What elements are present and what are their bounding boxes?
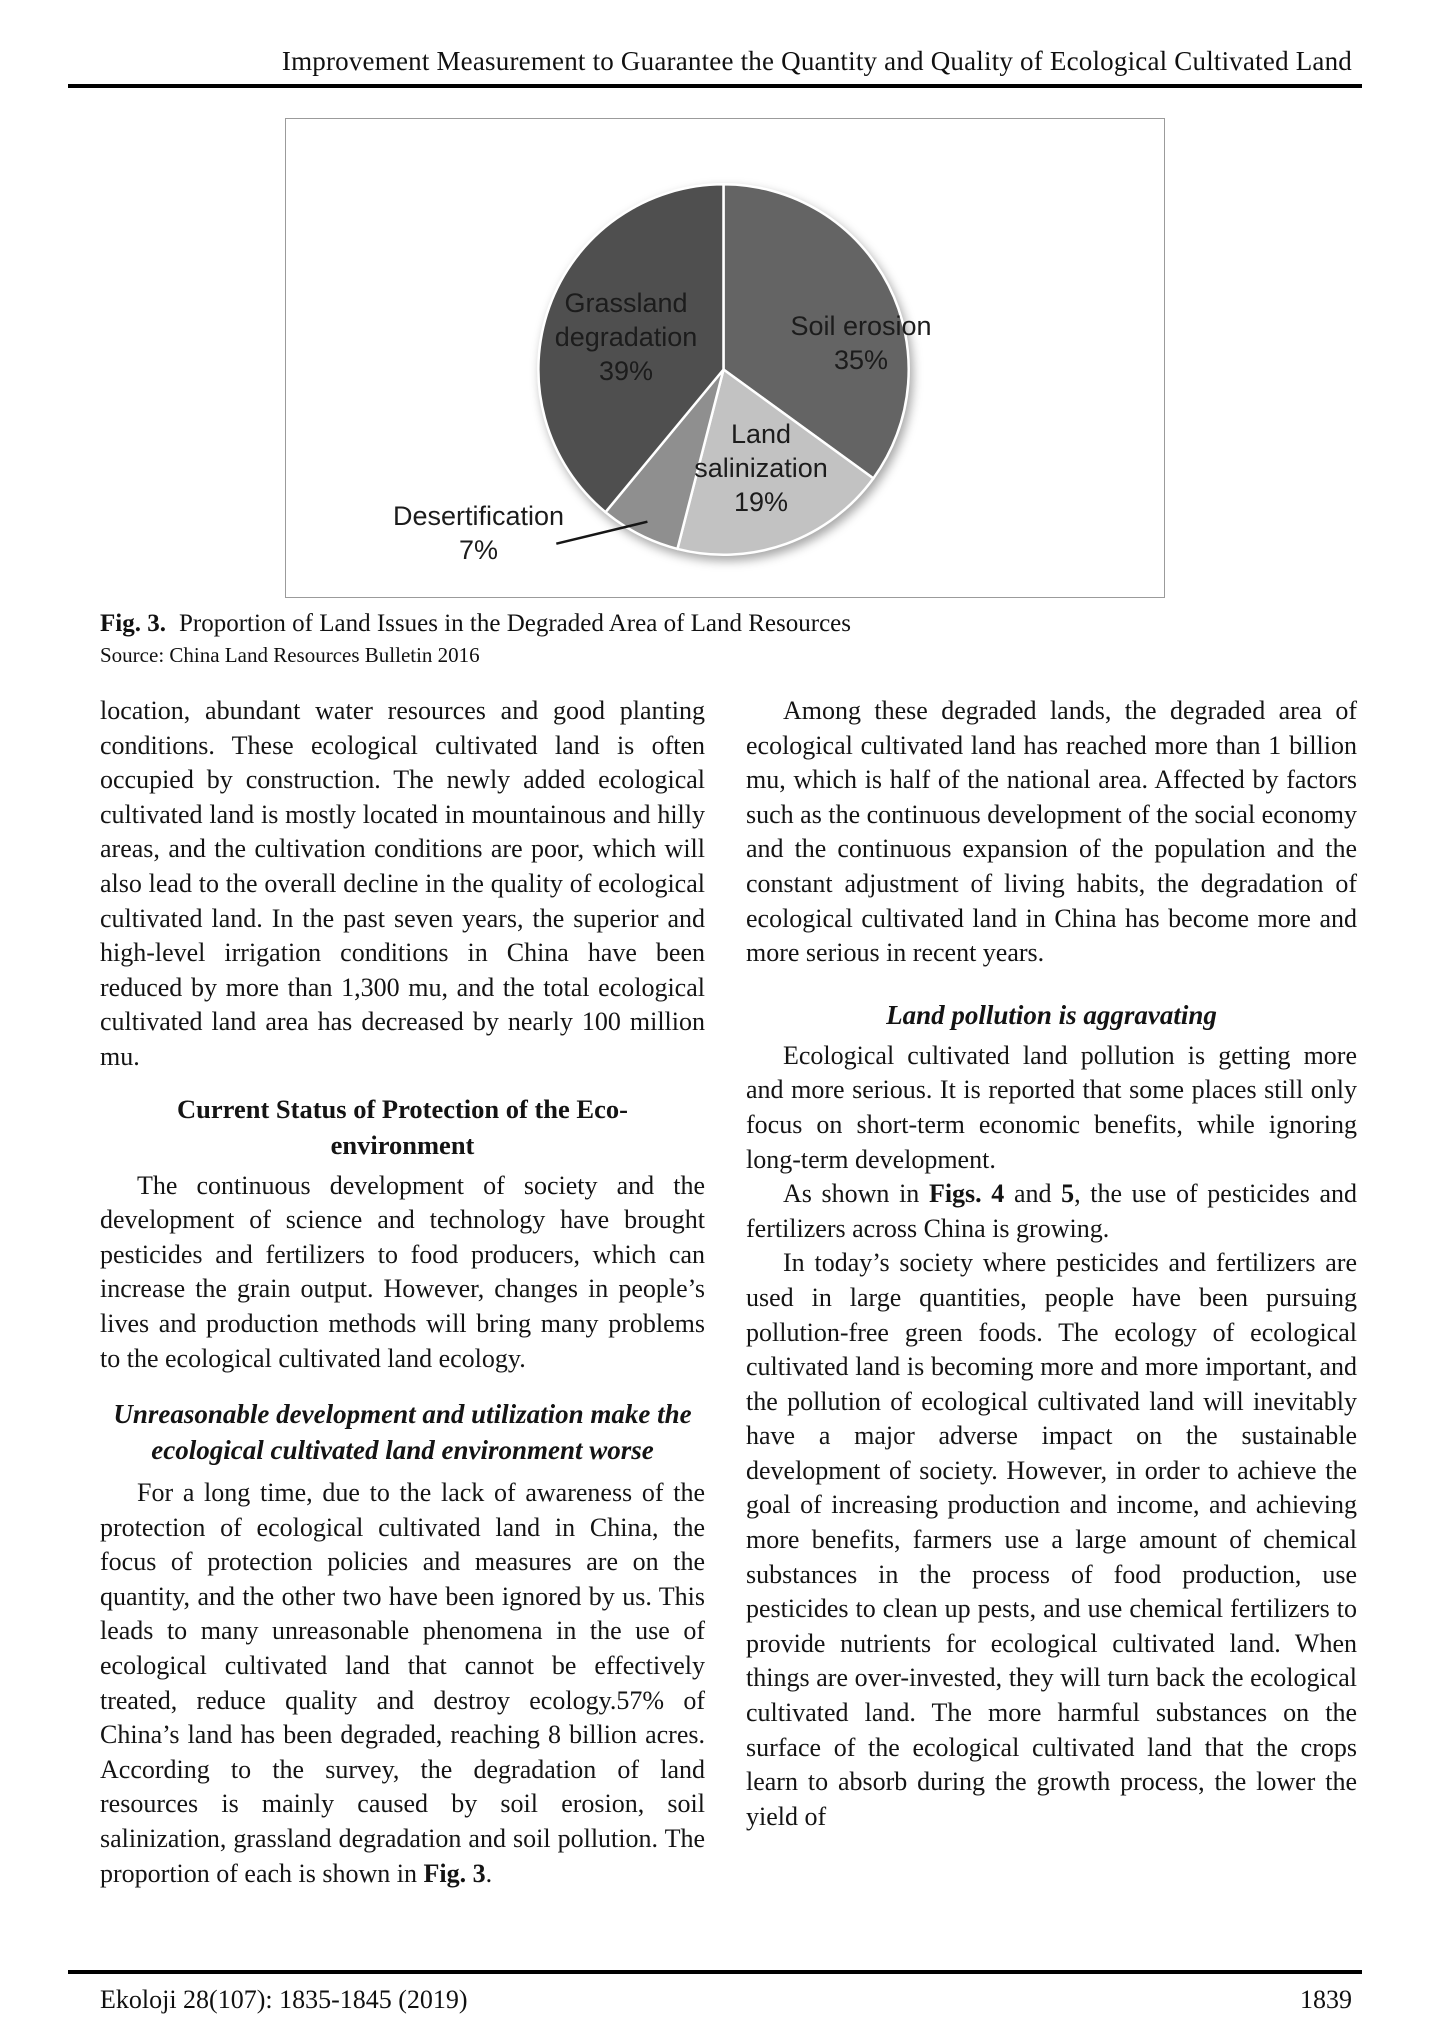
pie-label-line: degradation: [554, 322, 698, 352]
paragraph-text: For a long time, due to the lack of awareness of the protection of ecological cultivated land in China, the focus of protection policies and measures are on the quantity, and the other two have been ignored by us. This leads to many unreasonable phenomena in the use of ecological cultivated land that cannot be effectively treated, reduce quality and destroy ecology.57% of China’s land has been degraded, reaching 8 billion acres. According to the survey, the degradation of land resources is mainly caused by soil erosion, soil salinization, grassland degradation and soil pollution. The proportion of each is shown in: [100, 1478, 705, 1888]
paragraph-text: , the use of pesticides and fertilizers across China is growing.: [746, 1179, 1357, 1243]
pie-label-line: Land: [730, 419, 792, 449]
pie-label-line: Grassland: [564, 288, 688, 318]
pie-label-desertification: [336, 499, 621, 567]
figure-reference: Figs. 4: [928, 1179, 1005, 1209]
paragraph: In today’s society where pesticides and fertilizers are used in large quantities, people have been pursuing pollution-free green foods. The ecology of ecological cultivated land is becoming more and more important, and the pollution of ecological cultivated land will inevitably have a major adverse impact on the sustainable development of society. However, in order to achieve the goal of increasing production and income, and achieving more benefits, farmers use a large amount of chemical substances in the process of food production, use pesticides to clean up pests, and use chemical fertilizers to provide nutrients for ecological cultivated land. When things are over-invested, they will turn back the ecological cultivated land. The more harmful substances on the surface of the ecological cultivated land that the crops learn to absorb during the growth process, the lower the yield of: [746, 1248, 1357, 1831]
subsection-heading-unreasonable-development: Unreasonable development and utilization make the ecological cultivated land environment worse: [113, 1399, 692, 1466]
paragraph: location, abundant water resources and good planting conditions. These ecological cultivated land is often occupied by construction. The newly added ecological cultivated land is mostly located in mountainous and hilly areas, and the cultivation conditions are poor, which will also lead to the overall decline in the quality of ecological cultivated land. In the past seven years, the superior and high-level irrigation conditions in China have been reduced by more than 1,300 mu, and the total ecological cultivated land area has decreased by nearly 100 million mu.: [100, 696, 705, 1071]
paragraph-text: and: [1004, 1179, 1062, 1209]
page-footer: [100, 1984, 1352, 2016]
section-heading-current-status: Current Status of Protection of the Eco-environment: [177, 1093, 628, 1160]
figure-caption: [100, 608, 1357, 640]
pie-label-line: 39%: [598, 356, 654, 386]
left-column: [100, 694, 705, 1891]
page-number: 1839: [1300, 1985, 1352, 2014]
subsection-heading-land-pollution: Land pollution is aggravating: [886, 999, 1217, 1030]
header-rule: [68, 84, 1362, 88]
figure-reference: 5: [1061, 1179, 1075, 1209]
figure-source: Source: China Land Resources Bulletin 2016: [100, 643, 480, 667]
paragraph-text: .: [485, 1858, 493, 1888]
paragraph: The continuous development of society and the development of science and technology have brought pesticides and fertilizers to food producers, which can increase the grain output. However, changes in people’s lives and production methods will bring many problems to the ecological cultivated land ecology.: [100, 1170, 705, 1373]
pie-label-line: 19%: [733, 487, 789, 517]
paragraph-text: As shown in: [783, 1179, 929, 1209]
paragraph: [746, 1177, 1357, 1246]
pie-label-line: Desertification: [392, 501, 565, 531]
pie-label-line: 35%: [833, 345, 889, 375]
journal-citation: Ekoloji 28(107): 1835-1845 (2019): [100, 1985, 468, 2014]
running-head: Improvement Measurement to Guarantee the Quantity and Quality of Ecological Cultivated Land: [281, 46, 1352, 76]
figure-3-chart-box: [285, 118, 1165, 598]
paragraph: Ecological cultivated land pollution is getting more and more serious. It is reported that some places still only focus on short-term economic benefits, while ignoring long-term development.: [746, 1040, 1357, 1174]
figure-reference: Fig. 3: [423, 1858, 486, 1888]
paragraph: [100, 1476, 705, 1891]
paragraph: Among these degraded lands, the degraded area of ecological cultivated land has reached more than 1 billion mu, which is half of the national area. Affected by factors such as the continuous development of the social economy and the continuous expansion of the population and the constant adjustment of living habits, the degradation of ecological cultivated land in China has become more and more serious in recent years.: [746, 696, 1357, 968]
pie-label-line: 7%: [458, 535, 499, 565]
figure-caption-label: Fig. 3.: [100, 610, 166, 637]
pie-label-soil-erosion: [716, 309, 1006, 377]
footer-rule: [68, 1970, 1362, 1974]
pie-label-line: Soil erosion: [790, 311, 932, 341]
right-column: [746, 694, 1357, 1834]
pie-label-land-salinization: [626, 417, 896, 519]
figure-caption-text: Proportion of Land Issues in the Degraded Area of Land Resources: [178, 610, 852, 637]
pie-label-line: salinization: [694, 453, 828, 483]
